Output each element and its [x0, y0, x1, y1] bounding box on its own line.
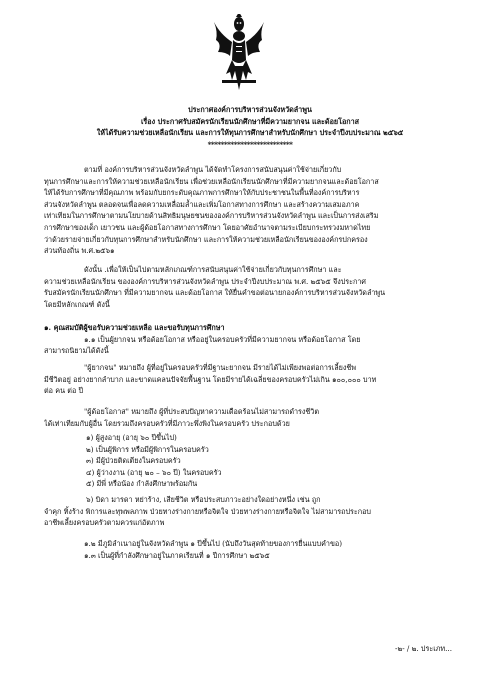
section-1-subitems	[44, 538, 456, 561]
list-item: ๓) มีผู้ป่วยติดเตียงในครอบครัว	[86, 456, 181, 466]
separator: **************************	[207, 139, 293, 149]
garuda-emblem-icon	[212, 14, 266, 92]
list-item: ๒) เป็นผู้พิการ หรือมีผู้พิการในครอบครัว	[86, 444, 209, 454]
title-block	[44, 104, 456, 150]
section-line: สามารถนิยามได้ดังนี้	[44, 346, 109, 356]
list-item-continuation: จำคุก ทิ้งร้าง พิการและทุพพลภาพ ป่วยทางร่างกายหรือจิตใจ ป่วยทางร่างกายหรือจิตใจ ไม่สามารถประกอบ	[44, 506, 371, 516]
paragraph-line: ส่วนท้องถิ่น พ.ศ.๒๕๖๑	[44, 246, 115, 256]
definition-line: มีชีวิตอยู่ อย่างยากลำบาก และขาดแคลนปัจจัยพื้นฐาน โดยมีรายได้เฉลี่ยของครอบครัวไม่เกิน ๑๐๐,๐๐๐ บาท	[44, 374, 377, 384]
list-item-6	[44, 494, 456, 529]
definition-line: ต่อ คน ต่อ ปี	[44, 386, 84, 396]
list-item: ๑) ผู้สูงอายุ (อายุ ๖๐ ปีขึ้นไป)	[86, 433, 177, 442]
section-line: ๑.๑ เป็นผู้ยากจน หรือด้อยโอกาส หรืออยู่ในครอบครัวที่มีความยากจน หรือด้อยโอกาส โดย	[84, 334, 361, 344]
list-item: ๖) บิดา มารดา หย่าร้าง, เสียชีวิต หรือประสบภาวะอย่างใดอย่างหนึ่ง เช่น ถูก	[86, 495, 321, 504]
definition-line: "ผู้ยากจน" หมายถึง ผู้ที่อยู่ในครอบครัวที่มีฐานะยากจน มีรายได้ไม่เพียงพอต่อการเลี้ยงชีพ	[84, 363, 356, 372]
paragraph-line: ว่าด้วยรายจ่ายเกี่ยวกับทุนการศึกษาสำหรับนักศึกษา และการให้ความช่วยเหลือนักเรียนขององค์กรปกครอง	[44, 234, 368, 244]
list-item-continuation: อาชีพเลี้ยงครอบครัวตามควรแก่อัตภาพ	[44, 518, 165, 528]
paragraph-2	[44, 264, 456, 310]
section-1	[44, 322, 456, 357]
paragraph-line: ตามที่ องค์การบริหารส่วนจังหวัดลำพูน ได้จัดทำโครงการสนับสนุนค่าใช้จ่ายเกี่ยวกับ	[84, 165, 342, 174]
paragraph-line: ความช่วยเหลือนักเรียน ขององค์การบริหารส่วนจังหวัดลำพูน ประจำปีงบประมาณ พ.ศ. ๒๕๖๕ จึงประกาศ	[44, 276, 366, 286]
paragraph-line: ส่วนจังหวัดลำพูน ตลอดจนเพื่อลดความเหลื่อมล้ำและเพิ่มโอกาสทางการศึกษา และสร้างความเสมอภาค	[44, 199, 360, 209]
paragraph-1	[44, 164, 456, 257]
paragraph-line: รับสมัครนักเรียนนักศึกษา ที่มีความยากจน และด้อยโอกาส ให้ยื่นคำขอต่อนายกองค์การบริหารส่วนจังหวัดลำพูน	[44, 288, 386, 298]
subject-line: เรื่อง ประกาศรับสมัครนักเรียนนักศึกษาที่มีความยากจน และด้อยโอกาส	[140, 116, 360, 126]
continued-footer: -๒- / ๒. ประเภท...	[395, 644, 452, 653]
definition-line: ได้เท่าเทียมกับผู้อื่น โดยรวมถึงครอบครัวที่มีภาวะพึ่งพิงในครอบครัว ประกอบด้วย	[44, 418, 290, 428]
paragraph-line: เท่าเทียมในการศึกษาตามนโยบายด้านสิทธิมนุษยชนขององค์การบริหารส่วนจังหวัดลำพูน และเป็นการส่งเสริม	[44, 211, 379, 221]
disadvantaged-list	[44, 432, 456, 490]
paragraph-line: การศึกษาของเด็ก เยาวชน และผู้ด้อยโอกาสทางการศึกษา โดยอาศัยอำนาจตามระเบียบกระทรวงมหาดไทย	[44, 222, 371, 232]
paragraph-line: ทุนการศึกษาและการให้ความช่วยเหลือนักเรียน เพื่อช่วยเหลือนักเรียนนักศึกษาที่มีความยากจนและด้อยโอกาส	[44, 176, 379, 186]
subject-line-2: ให้ได้รับความช่วยเหลือนักเรียน และการให้ทุนการศึกษาสำหรับนักศึกษา ประจำปีงบประมาณ ๒๕๖๕	[96, 128, 404, 138]
list-item: ๕) มีพี่ หรือน้อง กำลังศึกษาพร้อมกัน	[86, 479, 198, 489]
section-title: ๑. คุณสมบัติผู้ขอรับความช่วยเหลือ และขอรับทุนการศึกษา	[44, 323, 225, 332]
paragraph-line: ดังนั้น .เพื่อให้เป็นไปตามหลักเกณฑ์การสนับสนุนค่าใช้จ่ายเกี่ยวกับทุนการศึกษา และ	[84, 265, 342, 274]
paragraph-line: ให้ได้รับการศึกษาที่มีคุณภาพ พร้อมกับยกระดับคุณภาพการศึกษาให้กับประชาชนในพื้นที่องค์การบริหาร	[44, 188, 360, 198]
paragraph-line: โดยมีหลักเกณฑ์ ดังนี้	[44, 299, 110, 309]
section-line: ๑.๒ มีภูมิลำเนาอยู่ในจังหวัดลำพูน ๑ ปีขึ้นไป (นับถึงวันสุดท้ายของการยื่นแบบคำขอ)	[84, 539, 342, 548]
org-title: ประกาศองค์การบริหารส่วนจังหวัดลำพูน	[188, 105, 312, 114]
definition-line: "ผู้ด้อยโอกาส" หมายถึง ผู้ที่ประสบปัญหาความเดือดร้อนไม่สามารถดำรงชีวิต	[84, 407, 320, 416]
poor-definition	[44, 362, 456, 397]
list-item: ๔) ผู้ว่างงาน (อายุ ๒๐ – ๖๐ ปี) ในครอบครัว	[86, 467, 222, 477]
section-line: ๑.๓ เป็นผู้ที่กำลังศึกษาอยู่ในภาคเรียนที่ ๑ ปีการศึกษา ๒๕๖๕	[84, 550, 270, 560]
disadvantaged-definition	[44, 406, 456, 429]
